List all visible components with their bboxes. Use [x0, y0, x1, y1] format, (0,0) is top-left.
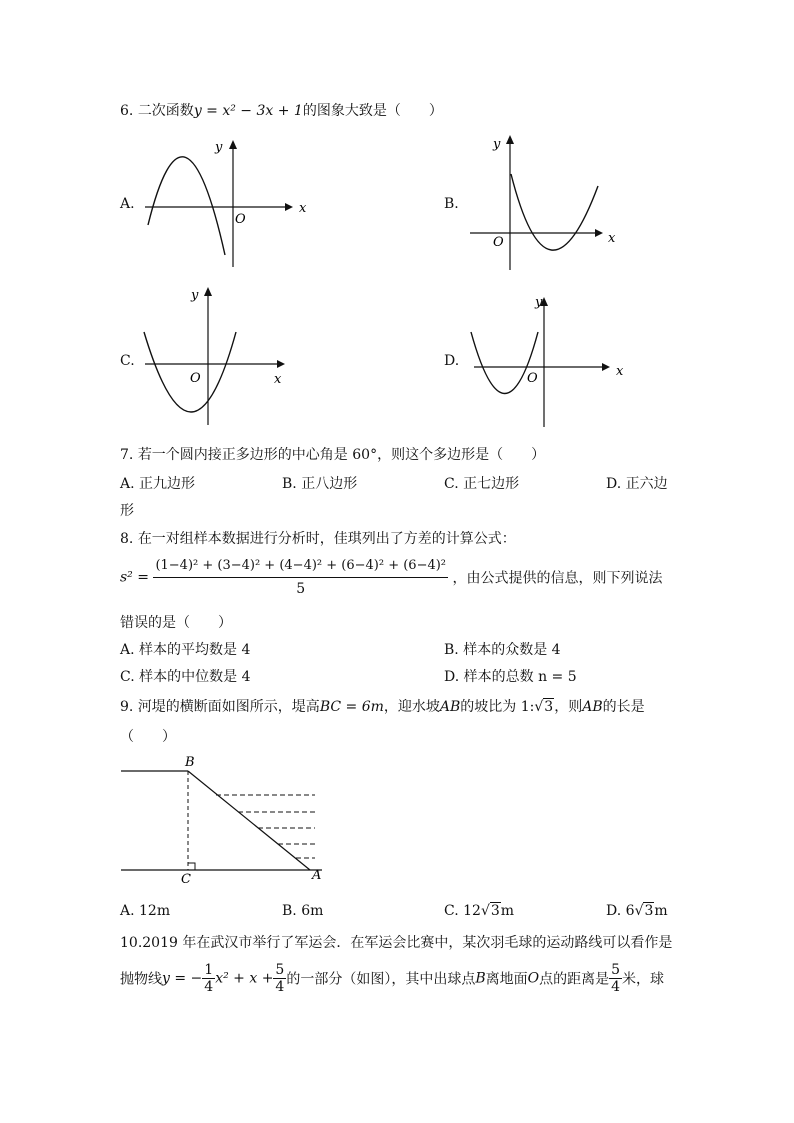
- q8-formula: [120, 555, 662, 600]
- q6-stem: [120, 100, 443, 120]
- q6-a-origin: O: [235, 212, 246, 227]
- q9-bc: BC = 6m: [319, 699, 384, 715]
- q8-text: 在一对组样本数据进行分析时，佳琪列出了方差的计算公式：: [137, 531, 516, 547]
- q10-line1-text: 2019 年在武汉市举行了军运会．在军运会比赛中，某次羽毛球的运动路线可以看作是: [142, 935, 673, 951]
- q9-label-a: A: [312, 868, 322, 883]
- q9-sqrt-symbol: √: [534, 699, 544, 715]
- q10-frac2: [273, 962, 286, 995]
- q7-option-b-letter: B.: [282, 476, 297, 492]
- q9-option-d-coef: 6: [625, 903, 635, 919]
- q6-c-x-label: x: [274, 372, 282, 387]
- q8-option-b-letter: B.: [444, 642, 459, 658]
- q9-option-a: [120, 903, 170, 919]
- q9-option-d-unit: m: [654, 903, 668, 919]
- q6-option-a-label: A.: [120, 196, 135, 212]
- q9-option-d: [606, 903, 668, 919]
- q10-frac1-den: 4: [204, 979, 214, 995]
- q7-option-a: [120, 473, 195, 493]
- q7-option-c: [444, 473, 519, 493]
- q7-option-d-text: 正六边: [625, 476, 668, 492]
- q8-option-c-letter: C.: [120, 669, 135, 685]
- q8-number: 8.: [120, 531, 134, 547]
- q10-number: 10.: [120, 935, 143, 951]
- q10-frac3-num: 5: [611, 962, 621, 978]
- q10-point-b: B: [475, 970, 486, 987]
- q9-option-c: [444, 903, 514, 919]
- q9-text-d: ，则: [554, 699, 583, 715]
- q8-option-c-text: 样本的中位数是 4: [139, 669, 251, 685]
- q9-text-c: 的坡比为 1:: [460, 699, 535, 715]
- q8-formula-denominator: 5: [296, 581, 306, 597]
- q9-dike-diagram: [118, 752, 338, 887]
- q10-frac2-den: 4: [275, 979, 285, 995]
- q6-b-x-label: x: [608, 231, 616, 246]
- q6-c-y-label: y: [191, 288, 199, 303]
- q6-d-y-label: y: [535, 295, 543, 310]
- q7-option-d-wrap: 形: [120, 503, 134, 519]
- q10-point-o: O: [527, 970, 540, 987]
- q9-option-c-coef: 12: [463, 903, 481, 919]
- q6-a-x-label: x: [299, 201, 307, 216]
- q10-line2-c: 离地面: [485, 971, 528, 988]
- q9-option-c-sqrt-symbol: √: [480, 903, 490, 919]
- q9-option-c-root: 3: [490, 903, 500, 919]
- q9-text-e: 的长是: [602, 699, 645, 715]
- q6-b-y-label: y: [493, 137, 501, 152]
- q9-paren: （ ）: [120, 729, 176, 745]
- q8-stem: [120, 528, 516, 548]
- q7-option-a-letter: A.: [120, 476, 135, 492]
- q7-option-c-text: 正七边形: [463, 476, 520, 492]
- q10-frac1: [202, 962, 215, 995]
- q8-option-d-letter: D.: [444, 669, 460, 685]
- q9-option-b-letter: B.: [282, 903, 297, 919]
- q9-label-b: B: [185, 755, 195, 770]
- q6-a-y-label: y: [215, 140, 223, 155]
- q6-graph-d: [460, 290, 640, 430]
- q6-graph-c: [135, 282, 295, 432]
- q9-option-a-text: 12m: [139, 903, 171, 919]
- q6-d-origin: O: [527, 371, 538, 386]
- q10-line2-d: 点的距离是: [539, 971, 610, 988]
- q8-option-d-text: 样本的总数 n = 5: [463, 669, 577, 685]
- q6-number: 6.: [120, 103, 134, 119]
- q7-option-d-letter: D.: [606, 476, 622, 492]
- q6-option-c-label: C.: [120, 353, 135, 369]
- q7-option-c-letter: C.: [444, 476, 459, 492]
- q9-option-b: [282, 903, 323, 919]
- q9-ratio-root: 3: [544, 699, 554, 715]
- q8-formula-fraction: [153, 555, 448, 600]
- q9-option-a-letter: A.: [120, 903, 135, 919]
- q6-b-origin: O: [493, 235, 504, 250]
- q8-option-d: [444, 666, 577, 686]
- q6-graph-a: [135, 135, 315, 275]
- q10-line2-a: 抛物线: [120, 971, 162, 988]
- q10-line2-mid: x² + x +: [215, 970, 274, 987]
- q10-line2-y: y = −: [162, 970, 203, 987]
- q7-stem: [120, 444, 545, 464]
- q9-text-a: 河堤的横断面如图所示，堤高: [137, 699, 320, 715]
- q9-number: 9.: [120, 699, 134, 715]
- q6-formula: y = x² − 3x + 1: [193, 103, 303, 119]
- q8-text-line2: 错误的是（ ）: [120, 615, 232, 631]
- q8-option-a: [120, 639, 250, 659]
- q6-text-after: 的图象大致是（ ）: [302, 103, 443, 119]
- q9-option-b-text: 6m: [301, 903, 324, 919]
- q8-text-after: ，由公式提供的信息，则下列说法: [452, 570, 663, 587]
- q6-graph-b: [465, 130, 625, 275]
- q8-option-a-letter: A.: [120, 642, 135, 658]
- q10-frac1-num: 1: [204, 962, 214, 978]
- q7-number: 7.: [120, 447, 134, 463]
- q6-option-b-label: B.: [444, 196, 459, 212]
- q6-text: 二次函数: [137, 103, 194, 119]
- q9-ab2: AB: [582, 699, 603, 715]
- q10-frac3: [609, 962, 622, 995]
- q10-line1: [120, 932, 672, 952]
- q9-option-c-letter: C.: [444, 903, 459, 919]
- q8-formula-lhs: s² =: [120, 569, 149, 586]
- q8-option-a-text: 样本的平均数是 4: [139, 642, 251, 658]
- q7-option-b-text: 正八边形: [301, 476, 358, 492]
- q9-label-c: C: [181, 872, 191, 887]
- q9-text-b: ，迎水坡: [383, 699, 440, 715]
- q7-text: 若一个圆内接正多边形的中心角是 60°，则这个多边形是（ ）: [137, 447, 546, 463]
- q9-option-d-letter: D.: [606, 903, 622, 919]
- q10-line2: [120, 962, 664, 995]
- q9-option-d-root: 3: [644, 903, 654, 919]
- q9-option-d-sqrt-symbol: √: [634, 903, 644, 919]
- q6-d-x-label: x: [616, 364, 624, 379]
- q6-c-origin: O: [190, 371, 201, 386]
- q8-formula-numerator: (1−4)² + (3−4)² + (4−4)² + (6−4)² + (6−4)²: [153, 555, 448, 578]
- q7-option-b: [282, 473, 357, 493]
- q10-line2-b: 的一部分（如图），其中出球点: [286, 971, 476, 988]
- q9-ab: AB: [439, 699, 461, 715]
- q8-option-c: [120, 666, 250, 686]
- q9-stem: [120, 696, 645, 716]
- q6-option-d-label: D.: [444, 353, 460, 369]
- q8-option-b-text: 样本的众数是 4: [463, 642, 561, 658]
- q8-option-b: [444, 639, 561, 659]
- q10-line2-e: 米，球: [622, 971, 665, 988]
- q9-option-c-unit: m: [500, 903, 515, 919]
- q10-frac3-den: 4: [611, 979, 621, 995]
- q10-frac2-num: 5: [275, 962, 285, 978]
- q7-option-d: [606, 473, 668, 493]
- q7-option-a-text: 正九边形: [139, 476, 196, 492]
